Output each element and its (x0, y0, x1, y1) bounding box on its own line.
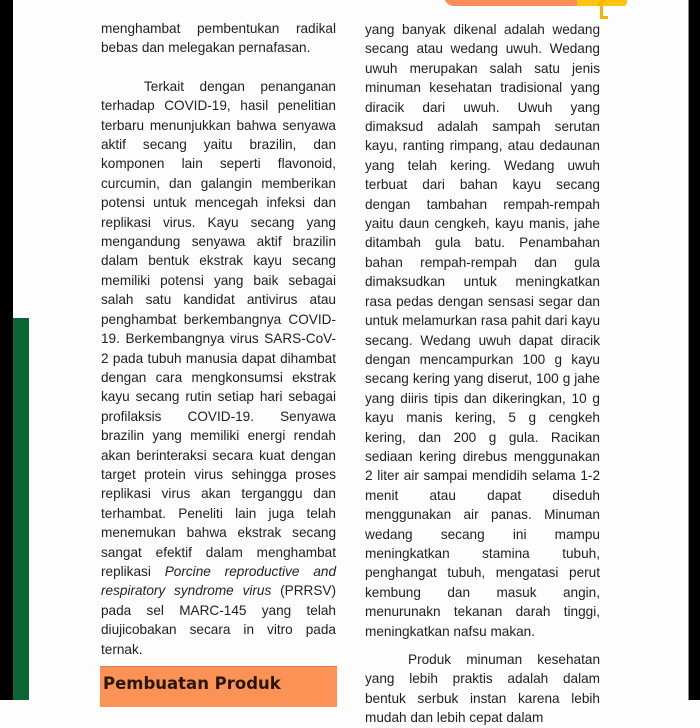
left-black-border (0, 0, 13, 700)
section-heading-box (100, 666, 337, 707)
italic-virus-name: Porcine reproductive and respiratory syndrome virus (101, 563, 337, 599)
paragraph-text: Terkait dengan penanganan terhadap COVID-19, hasil penelitian terbaru menunjukkan bahwa senyawa aktif secang yaitu brazilin, dan komponen lain seperti flavonoid, curcumin, dan galangin memberikan potensi untuk mencegah infeksi dan replikasi virus. Kayu secang yang mengandung senyawa aktif brazilin dalam bentuk ekstrak kayu secang memiliki potensi yang baik sebagai salah satu kandidat antivirus atau penghambat berkembangnya COVID-19. Berkembangnya virus SARS-CoV-2 pada tubuh manusia dapat dihambat dengan cara mengkonsumsi ekstrak kayu secang rutin setiap hari sebagai profilaksis COVID-19. Senyawa brazilin yang memiliki energi rendah akan berinteraksi secara kuat dengan target protein virus sehingga proses replikasi virus akan terganggu dan terhambat. Peneliti lain juga telah menemukan bahwa ekstrak secang sangat efektif dalam menghambat replikasi (101, 78, 336, 579)
paragraph: menghambat pembentukan radikal bebas dan melegakan pernafasan. (101, 21, 336, 56)
paragraph: Produk minuman kesehatan yang lebih praktis adalah dalam bentuk serbuk instan karena lebih mudah dan lebih cepat dalam (365, 652, 600, 726)
paragraph (101, 77, 336, 659)
paragraph: yang banyak dikenal adalah wedang secang atau wedang uwuh. Wedang uwuh merupakan salah satu jenis minuman kesehatan tradisional yang diracik dari uwuh. Uwuh yang dimaksud adalah sampah serutan kayu, ranting rimpang, atau dedaunan yang telah kering. Wedang uwuh terbuat dari bahan kayu secang dengan tambahan rempah-rempah yaitu daun cengkeh, kayu manis, jahe ditambah gula batu. Penambahan bahan rempah-rempah dan gula dimaksudkan untuk meningkatkan rasa pedas dengan sensasi segar dan untuk melamurkan rasa pahit dari kayu secang. Wedang uwuh dapat diracik dengan mencampurkan 100 g kayu secang kering yang diserut, 100 g jahe yang diiris tipis dan dikeringkan, 10 g kayu manis kering, 5 g cengkeh kering, dan 200 g gula. Racikan sediaan kering direbus menggunakan 2 liter air sampai mendidih selama 1-2 menit atau dapat diseduh menggunakan air panas. Minuman wedang secang ini mampu meningkatkan stamina tubuh, penghangat tubuh, mengatasi perut kembung dan masuk angin, menurunakn tekanan darah tinggi, meningkatkan nafsu makan. (365, 22, 600, 639)
arrow-head-icon (600, 6, 608, 19)
right-column (365, 20, 600, 728)
right-black-border (688, 0, 700, 700)
green-accent-strip (13, 318, 29, 700)
left-column (101, 19, 336, 659)
banner-label (456, 0, 551, 1)
section-heading: Pembuatan Produk (103, 674, 281, 693)
paragraph-tail: (PRRSV) pada sel MARC-145 yang telah diujicobakan secara in vitro pada ternak. (101, 583, 337, 657)
